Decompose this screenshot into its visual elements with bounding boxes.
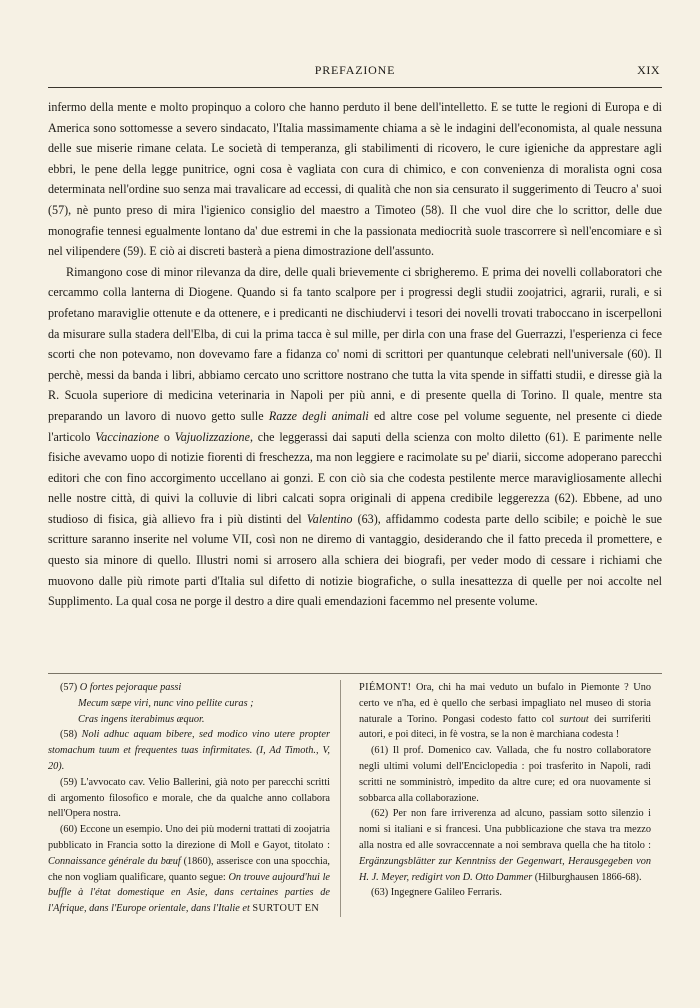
main-text [48, 97, 662, 612]
footnote-57 [48, 680, 330, 696]
paragraph-2-text-c: o [159, 429, 175, 444]
paragraph-2 [48, 262, 662, 612]
footnote-text: dei surriferiti autori, e poi diteci, in fè vostra, se la non è marchiana codesta ! [359, 713, 651, 741]
footnote-60-continued [359, 680, 651, 743]
footnote-label: (58) [60, 729, 78, 741]
verse-line: O fortes pejoraque passi [79, 682, 182, 693]
italic-valentino: Valentino [306, 511, 353, 526]
paragraph-2-text-a: Rimangono cose di minor rilevanza da dire, delle quali brievemente ci sbrigheremo. E prima dei novelli collaboratori che cercammo colla lanterna di Diogene. Quando si fa tanto scalpore per i progressi degli studii zoojatrici, agrarii, rurali, e si profetano maraviglie ottenute e da ottenere, e i predicanti ne dischiudervi i tesori dei novelli trovati traboccano in iscerpelloni da misurare sulla stadera dell'Elba, di cui la prima tacca è sul mille, per dirla con una frase del Guerrazzi, l'esperienza ci fece scorti che non potevamo, non dovevamo fare a fidanza co' nomi di scrittori per quantunque celebrati nell'universale (60). Il perchè, messi da banda i libri, abbiamo cercato uno scrittore nostrano che tutta la vita spende in siffatti studii, e diresse già la R. Scuola superiore di medicina veterinaria in Napoli per più anni, e di presente quella di Torino. Il quale, mentre sta preparando un lavoro di nuovo getto sulle [48, 264, 662, 423]
footnote-label: (61) [371, 745, 389, 757]
paragraph-1 [48, 97, 662, 262]
footnotes-right-column [349, 680, 651, 917]
footnote-emphasis: SURTOUT EN [252, 903, 320, 915]
italic-vajuolizzazione: Vajuolizzazione [174, 429, 250, 444]
footnote-text: Ora, chi ha mai veduto un bufalo in Piemonte ? Uno certo ve n'ha, ed è quello che serbasi impagliato nel museo di storia naturale a Torino. Pongasi codesto fatto col [359, 682, 651, 725]
footnote-separator [48, 673, 662, 674]
footnote-59 [48, 775, 330, 822]
paragraph-2-text-b: ed altre cose pel volume seguente, nel presente ci diede l'articolo [48, 408, 662, 444]
footnote-quote: On trouve aujourd'hui le buffle à l'état domestique en Asie, dans certaines parties de l'Afrique, dans l'Europe orientale, dans l'Italie et [48, 871, 330, 915]
footnote-label: (59) [60, 776, 78, 788]
verse-line-3: Cras ingens iterabimus æquor. [78, 713, 205, 725]
footnote-58 [48, 727, 330, 774]
footnote-text: Noli adhuc aquam bibere, sed modico vino utere propter stomachum tuum et frequentes tuas infirmitates. (I, Ad Timoth., V, 20). [48, 729, 330, 772]
footnote-italic: surtout [559, 713, 589, 725]
footnote-label: (60) [60, 824, 78, 836]
footnotes [48, 680, 662, 917]
footnote-book-title: Connaissance générale du bœuf [48, 855, 181, 867]
footnote-emphasis: PIÉMONT! [359, 682, 412, 693]
footnote-text: Eccone un esempio. Uno dei più moderni trattati di zoojatria pubblicato in Francia sotto la direzione di Moll e Gayot, titolato : [48, 824, 330, 851]
paragraph-1-text: infermo della mente e molto propinquo a coloro che hanno perduto il bene dell'intelletto. E se tutte le regioni di Europa e di America sono sottomesse a severo sindacato, l'Italia massimamente chiama a sè le indagini dell'economista, al quale nessuna delle sue miserie rimane celata. Le società di temperanza, gli stabilimenti di ricovero, le cure igieniche da apprestare agli ebbri, le pene della legge punitrice, ogni cosa è vagliata con cura di chimico, e con convenienza di moralista ogni cosa determinata nell'ordine suo senza mai travalicare ad eccessi, di qualità che non sia censurato il suggerimento di Teucro a' suoi (57), nè punto preso di mira l'igienico consiglio del maestro a Timoteo (58). Il che vuol dire che lo scrittor, delle due monografie tennesi egualmente lontano da' due estremi in che la passionata mediocrità suole trascorrere sì nell'encomiare e sì nel vilipendere (59). E ciò ai discreti basterà a piena dimostrazione dell'assunto. [48, 100, 662, 259]
footnote-63 [359, 885, 651, 901]
footnote-62 [359, 806, 651, 885]
footnote-text: (1860), asserisce con una spocchia, che non vogliam qualificare, quanto segue: [48, 855, 330, 883]
footnote-label: (57) [60, 682, 78, 693]
paragraph-2-text-d: , che leggerassi dai saputi della scienza con molto diletto (61). E parimente nelle fisiche avevamo uopo di notizie fiorenti di freschezza, ma non leggiere e racimolate su pe' diarii, siccome adoperano parecchi editori che con fino accorgimento uccellano ai gonzi. E con ciò sia che codesta pestilente merce maravigliosamente allechi nelle nostre città, di quivi la colluvie di libri calcati sopra originali di appena credibile leggerezza (62). Ebbene, ad uno studioso di fisica, già allievo fra i più distinti del [48, 429, 663, 526]
page-title: PREFAZIONE [314, 63, 396, 77]
footnote-61 [359, 743, 651, 806]
footnote-text: Il prof. Domenico cav. Vallada, che fu nostro collaboratore negli ultimi volumi dell'Enciclopedia : poi trasferito in Napoli, radi scritti ne somministrò, impedito da altre cure; ed ora nuovamente si sobbarca alla collaborazione. [359, 745, 652, 804]
footnote-label: (63) [371, 887, 389, 899]
footnote-text: Per non fare irriverenza ad alcuno, passiam sotto silenzio i nomi si italiani e si francesi. Una pubblicazione che stava tra mezzo alla nostra ed alle sovraccennate a noi sembrava quella che ha titolo : [359, 808, 651, 851]
paragraph-2-text-e: (63), affidammo codesta parte dello scibile; e poichè le sue scritture saranno inserite nel volume VII, così non ne diremo di vantaggio, desiderando che il fatto preceda il promettere, e questo sia minore di quello. Illustri nomi si arrosero alla schiera dei biografi, per veder modo di cessare i richiami che muovono dalle più rimote parti d'Italia sul difetto di notizie biografiche, o sulla inesattezza di quelle per noi accolte nel Supplimento. La qual cosa ne porge il destro a dire quali emendazioni facemmo nel presente volume. [48, 511, 662, 609]
running-header [48, 57, 662, 88]
footnotes-left-column [48, 680, 341, 917]
footnote-text: Ingegnere Galileo Ferraris. [390, 887, 502, 899]
footnote-label: (62) [371, 808, 389, 820]
verse-line-2: Mecum sæpe viri, nunc vino pellite curas ; [78, 697, 254, 709]
italic-vaccinazione: Vaccinazione [95, 429, 160, 444]
page-number: XIX [637, 63, 660, 77]
footnote-60 [48, 822, 330, 917]
footnote-book-title: Ergänzungsblätter zur Kenntniss der Gegenwart, Herausgegeben von H. J. Meyer, redigirt von D. Otto Dammer [359, 855, 651, 883]
footnote-text: (Hilburghausen 1866-68). [532, 871, 642, 883]
italic-razze: Razze degli animali [268, 408, 369, 423]
footnote-text: L'avvocato cav. Velio Ballerini, già noto per parecchi scritti di argomento filosofico e morale, che da qualche anno collabora nell'Opera nostra. [48, 776, 330, 820]
